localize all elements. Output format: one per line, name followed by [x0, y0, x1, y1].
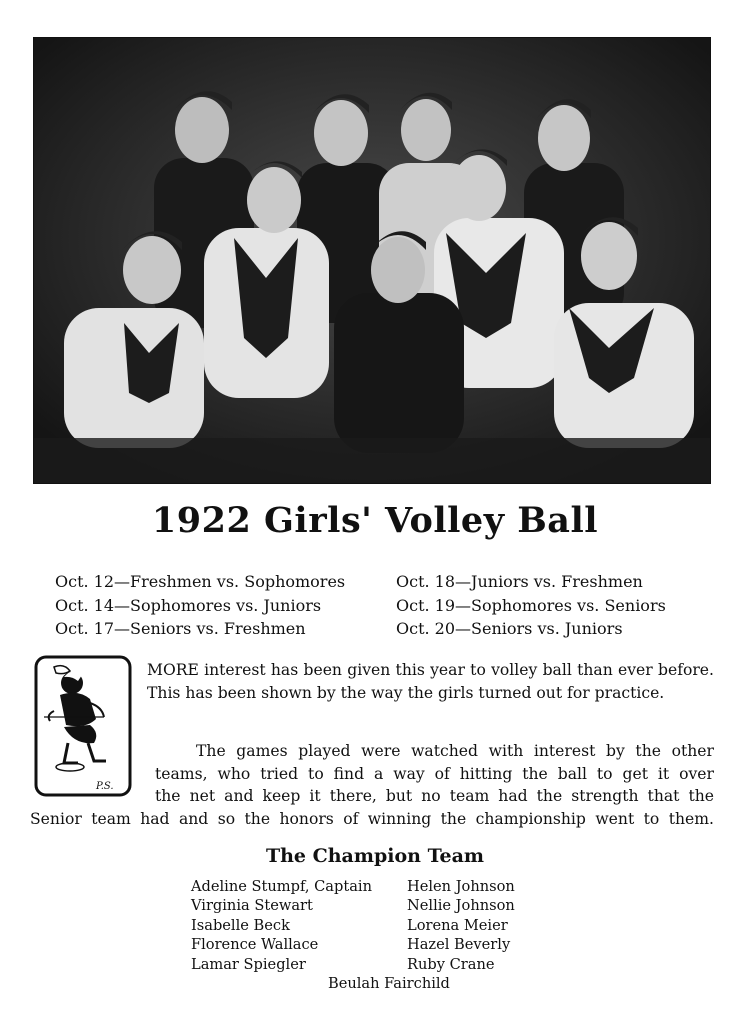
- page-title: 1922 Girls' Volley Ball: [151, 500, 599, 541]
- champion-team-heading: The Champion Team: [265, 845, 485, 867]
- roster-left-column: [191, 877, 372, 974]
- schedule-item: Oct. 18—Juniors vs. Freshmen: [396, 572, 643, 591]
- schedule-item: Oct. 12—Freshmen vs. Sophomores: [55, 572, 346, 591]
- roster-name: Lamar Spiegler: [191, 955, 306, 973]
- roster-name: Florence Wallace: [191, 936, 319, 954]
- intro-paragraph: MORE interest has been given this year to volley ball than ever before. This has been shown by the way the girls turned out for practice.: [147, 661, 714, 702]
- roster-name: Virginia Stewart: [191, 897, 313, 915]
- roster-name: Lorena Meier: [407, 916, 508, 934]
- schedule-right-column: [396, 570, 666, 641]
- roster-name: Adeline Stumpf, Captain: [191, 878, 372, 895]
- team-photo-icon: [34, 38, 710, 483]
- roster-name: Hazel Beverly: [407, 936, 511, 954]
- roster-name: Helen Johnson: [407, 878, 515, 895]
- roster-name: Isabelle Beck: [191, 916, 290, 934]
- schedule-left-column: [55, 570, 345, 641]
- roster-name: Ruby Crane: [407, 955, 495, 973]
- games-paragraph: [30, 740, 714, 830]
- roster-right-column: [407, 877, 515, 974]
- schedule-item: Oct. 19—Sophomores vs. Seniors: [396, 595, 666, 615]
- roster-name-last: Beulah Fairchild: [328, 975, 450, 992]
- paragraph-line: Senior team had and so the honors of winning the championship went to them.: [30, 809, 714, 828]
- team-photo: [33, 37, 711, 484]
- schedule-item: Oct. 17—Seniors vs. Freshmen: [55, 619, 306, 638]
- paragraph-line: the net and keep it there, but no team had the strength that the: [155, 787, 714, 805]
- schedule-item: Oct. 20—Seniors vs. Juniors: [396, 619, 623, 638]
- emblem-signature: P.S.: [96, 781, 114, 792]
- paragraph-line: The games played were watched with interest by the other: [196, 742, 714, 760]
- roster-name: Nellie Johnson: [407, 897, 515, 915]
- front-row-figures: [64, 217, 694, 453]
- paragraph-line: teams, who tried to find a way of hitting the ball to get it over: [155, 764, 714, 783]
- schedule-item: Oct. 14—Sophomores vs. Juniors: [55, 595, 322, 615]
